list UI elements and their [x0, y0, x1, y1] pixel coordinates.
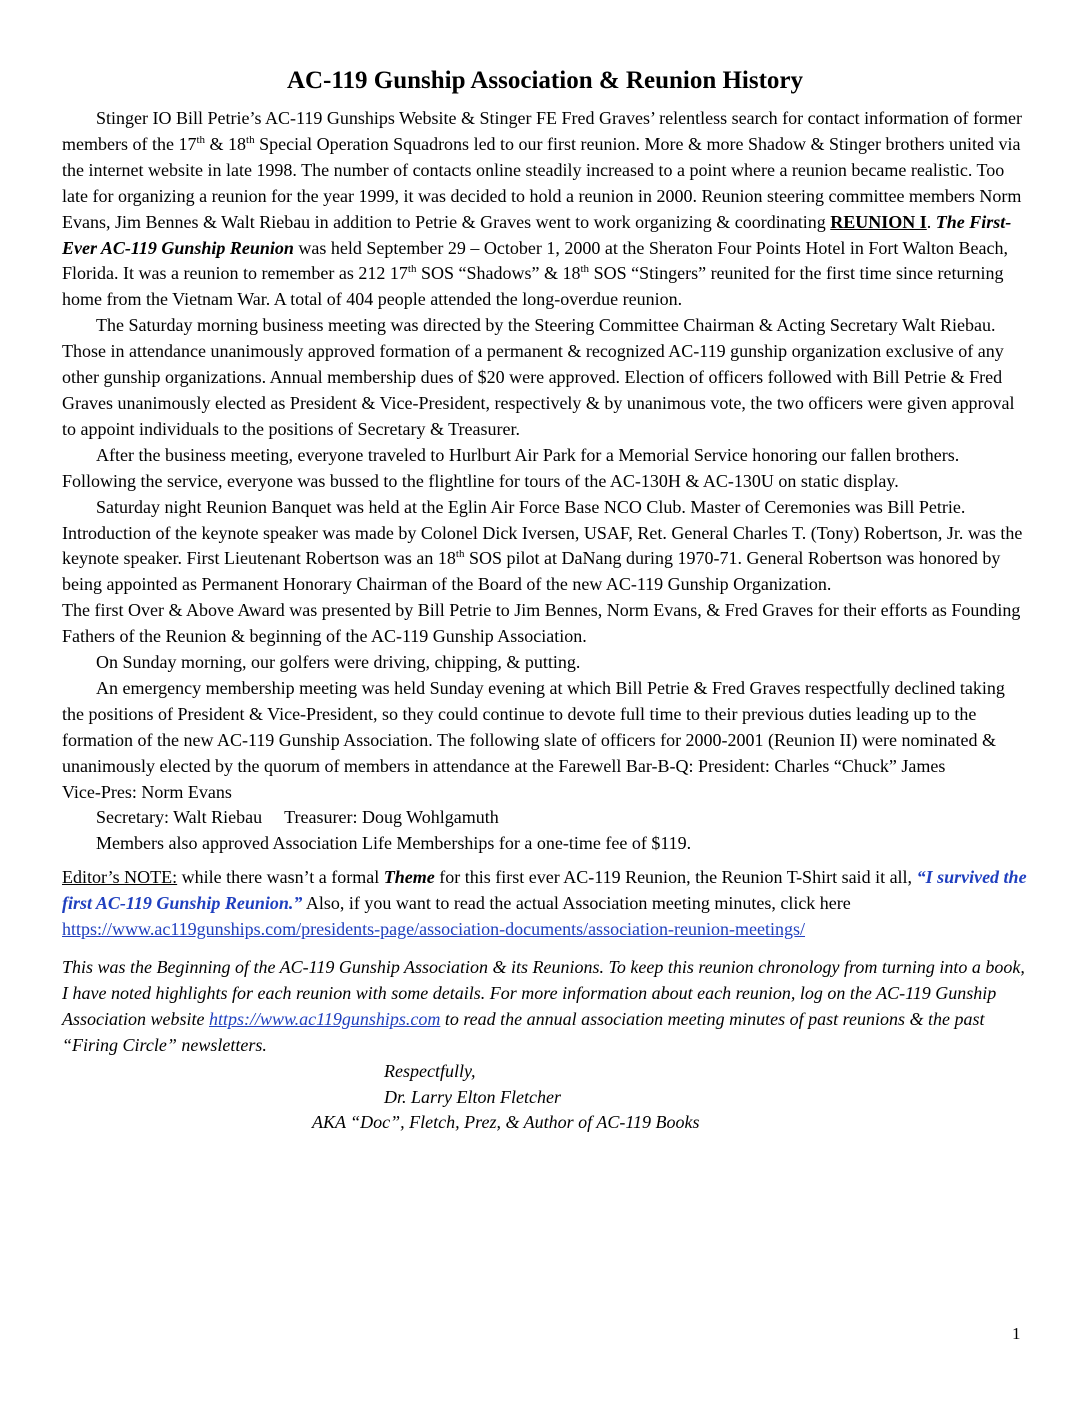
document-body — [62, 106, 1028, 1059]
paragraph-life-memberships: Members also approved Association Life Memberships for a one-time fee of $119. — [96, 833, 692, 854]
document-page — [62, 66, 1028, 1136]
paragraph-golf: On Sunday morning, our golfers were driving, chipping, & putting. — [96, 652, 581, 673]
page-number: 1 — [1012, 1324, 1021, 1343]
association-website-link[interactable]: https://www.ac119gunships.com — [209, 1008, 441, 1029]
paragraph-officers — [62, 805, 1028, 831]
closing-paragraph: This was the Beginning of the AC-119 Gunship Association & its Reunions. To keep this reunion chronology from turning into a book, I have noted highlights for each reunion with some details. For more information about each reunion, log on the AC-119 Gunship Association website https://www.ac119gunships.com to read the annual association meeting minutes of past reunions & the past “Firing Circle” newsletters. — [62, 957, 1025, 1055]
paragraph-memorial-service: After the business meeting, everyone traveled to Hurlburt Air Park for a Memorial Service honoring our fallen brothers. Following the service, everyone was bussed to the flightline for tours of the AC-130H & AC-130U on static display. — [62, 444, 960, 491]
editors-note-label: Editor’s NOTE: — [62, 867, 178, 888]
signature-aka: AKA “Doc”, Fletch, Prez, & Author of AC-119 Books — [312, 1112, 700, 1133]
document-title: AC-119 Gunship Association & Reunion History — [286, 67, 804, 94]
paragraph-first-reunion: Stinger IO Bill Petrie’s AC-119 Gunships Website & Stinger FE Fred Graves’ relentless search for contact information of former members of the 17th & 18th Special Operation Squadrons led to our first reunion. More & more Shadow & Stinger brothers united via the internet website in late 1998. The number of contacts online steadily increased to a point where a reunion became realistic. Too late for organizing a reunion for the year 1999, it was decided to hold a reunion in 2000. Reunion steering committee members Norm Evans, Jim Bennes & Walt Riebau in addition to Petrie & Graves went to work organizing & coordinating REUNION I. The First-Ever AC-119 Gunship Reunion was held September 29 – October 1, 2000 at the Sheraton Four Points Hotel in Fort Walton Beach, Florida. It was a reunion to remember as 212 17th SOS “Shadows” & 18th SOS “Stingers” reunited for the first time since returning home from the Vietnam War. A total of 404 people attended the long-overdue reunion. — [62, 108, 1023, 310]
secretary-entry: Secretary: Walt Riebau — [96, 807, 263, 828]
paragraph-emergency-meeting: An emergency membership meeting was held Sunday evening at which Bill Petrie & Fred Graves respectfully declined taking the positions of President & Vice-President, so they could continue to devote full time to their previous duties leading up to the formation of the new AC-119 Gunship Association. The following slate of officers for 2000-2001 (Reunion II) were nominated & unanimously elected by the quorum of members in attendance at the Farewell Bar-B-Q: President: Charles “Chuck” JamesVice-Pres: Norm Evans — [62, 677, 1005, 802]
treasurer-entry: Treasurer: Doug Wohlgamuth — [284, 807, 499, 828]
editors-note: Editor’s NOTE: while there wasn’t a formal Theme for this first ever AC-119 Reunion, the Reunion T-Shirt said it all, “I survived the first AC-119 Gunship Reunion.” Also, if you want to read the actual Association meeting minutes, click here https://www.ac119gunships.com/presidents-page/association-documents/association-reunion-meetings/ — [62, 867, 1027, 940]
reunion-i-label: REUNION I — [830, 211, 927, 232]
paragraph-banquet: Saturday night Reunion Banquet was held at the Eglin Air Force Base NCO Club. Master of Ceremonies was Bill Petrie. Introduction of the keynote speaker was made by Colonel Dick Iversen, USAF, Ret. General Charles T. (Tony) Robertson, Jr. was the keynote speaker. First Lieutenant Robertson was an 18th SOS pilot at DaNang during 1970-71. General Robertson was honored by being appointed as Permanent Honorary Chairman of the Board of the new AC-119 Gunship Organization. — [62, 496, 1023, 595]
meeting-minutes-link[interactable]: https://www.ac119gunships.com/presidents-page/association-documents/association-reunion-meetings/ — [62, 919, 806, 940]
vice-president-entry: Vice-Pres: Norm Evans — [62, 781, 232, 802]
signature-name: Dr. Larry Elton Fletcher — [384, 1086, 561, 1107]
t-shirt-quote: “I survived the first AC-119 Gunship Reunion.” — [62, 867, 1027, 914]
first-ever-reunion-title: The First-Ever AC-119 Gunship Reunion — [62, 211, 1012, 258]
paragraph-award: The first Over & Above Award was presented by Bill Petrie to Jim Bennes, Norm Evans, & Fred Graves for their efforts as Founding Fathers of the Reunion & beginning of the AC-119 Gunship Association. — [62, 600, 1021, 647]
paragraph-business-meeting: The Saturday morning business meeting was directed by the Steering Committee Chairman & Acting Secretary Walt Riebau. Those in attendance unanimously approved formation of a permanent & recognized AC-119 gunship organization exclusive of any other gunship organizations. Annual membership dues of $20 were approved. Election of officers followed with Bill Petrie & Fred Graves unanimously elected as President & Vice-President, respectively & by unanimous vote, the two officers were given approval to appoint individuals to the positions of Secretary & Treasurer. — [62, 315, 1015, 439]
signature-respectfully: Respectfully, — [384, 1060, 476, 1081]
